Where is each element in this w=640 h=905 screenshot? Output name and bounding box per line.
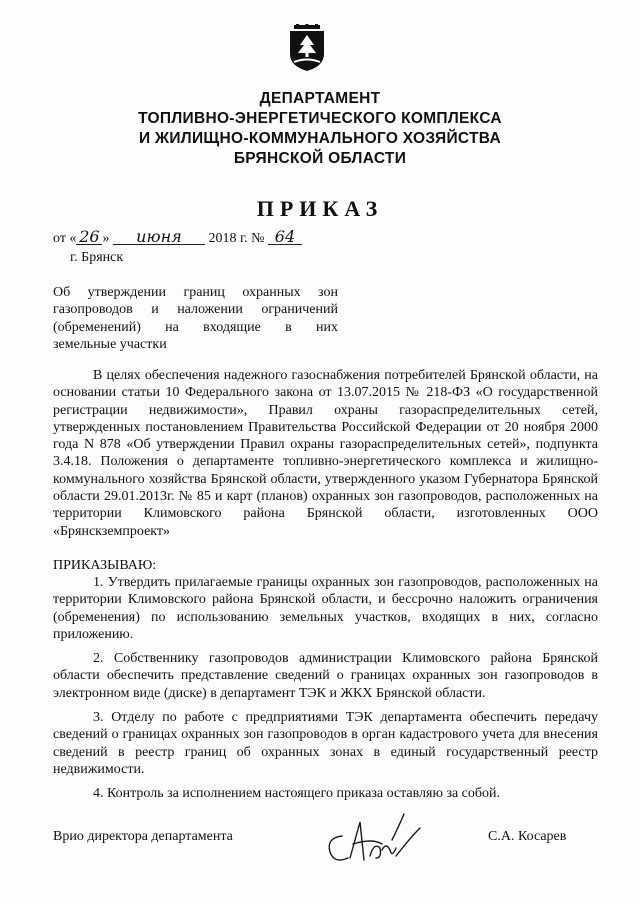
order-keyword (53, 557, 598, 574)
preamble-paragraph (53, 367, 598, 540)
order-item-4: 4. Контроль за исполнением настоящего приказа оставляю за собой. (93, 786, 501, 802)
department-name-line-2: ТОПЛИВНО-ЭНЕРГЕТИЧЕСКОГО КОМПЛЕКСА (138, 110, 502, 127)
subject-line-3: (обременений) на входящие в них (53, 319, 338, 335)
department-name-line-4: БРЯНСКОЙ ОБЛАСТИ (233, 150, 407, 167)
subject-line-2: газопроводов и наложении ограничений (53, 302, 338, 318)
order-items (53, 574, 598, 803)
date-prefix: от « (53, 231, 77, 246)
city: г. Брянск (70, 250, 124, 265)
department-name-line-1: ДЕПАРТАМЕНТ (259, 90, 381, 107)
number-label: № (251, 231, 265, 246)
date-year: 2018 г. (208, 231, 248, 246)
order-number: 64 (268, 229, 302, 245)
order-item-3: 3. Отделу по работе с предприятиями ТЭК департамента обеспечить передачу сведений о границах охранных зон газопроводов в орган кадастрового учета для внесения сведений в реестр границ об охранных зонах в единый государственный реестр недвижимости. (53, 710, 598, 777)
subject-line-1: Об утверждении границ охранных зон (53, 285, 338, 300)
coat-of-arms-icon (287, 24, 327, 72)
order-item-1: 1. Утвердить прилагаемые границы охранных зон газопроводов, расположенных на территории Климовского района Брянской области, и бессрочно наложить ограничения (обременения) по использованию земельных участков, входящих в них, согласно приложению. (53, 575, 598, 642)
date-month: июня (113, 229, 205, 245)
preamble-text: В целях обеспечения надежного газоснабжения потребителей Брянской области, на основании статьи 10 Федерального закона от 13.07.2015 № 218-ФЗ «О государственной регистрации недвижимости», Правил охраны газораспределительных сетей, утвержденных постановлением Правительства Российской Федерации от 20 ноября 2000 года N 878 «Об утверждении Правил охраны газораспределительных сетей», подпункта 3.4.18. Положения о департаменте топливно-энергетического комплекса и жилищно-коммунального хозяйства Брянской области, утвержденного указом Губернатора Брянской области 29.01.2013г. № 85 и карт (планов) охранных зон газопроводов, расположенных на территории Климовского района Брянской области, изготовленных ООО «Брянскземпроект» (53, 368, 598, 539)
date-quote-close: » (102, 231, 110, 246)
signatory-position: Врио директора департамента (53, 829, 233, 844)
signatory-name: С.А. Косарев (488, 829, 567, 844)
order-keyword-text: ПРИКАЗЫВАЮ: (53, 558, 157, 573)
order-item-2: 2. Собственнику газопроводов администрации Климовского района Брянской области обеспечить представление сведений о границах охранных зон газопроводов в электронном виде (диске) в департамент ТЭК и ЖКХ Брянской области. (53, 651, 598, 701)
document-title: ПРИКАЗ (256, 196, 384, 221)
date-day: 26 (76, 229, 102, 245)
subject-line-4: земельные участки (53, 336, 167, 352)
handwritten-signature (320, 808, 430, 873)
department-name-line-3: И ЖИЛИЩНО-КОММУНАЛЬНОГО ХОЗЯЙСТВА (139, 130, 501, 147)
order-date-line (53, 229, 302, 247)
order-subject (53, 284, 338, 353)
